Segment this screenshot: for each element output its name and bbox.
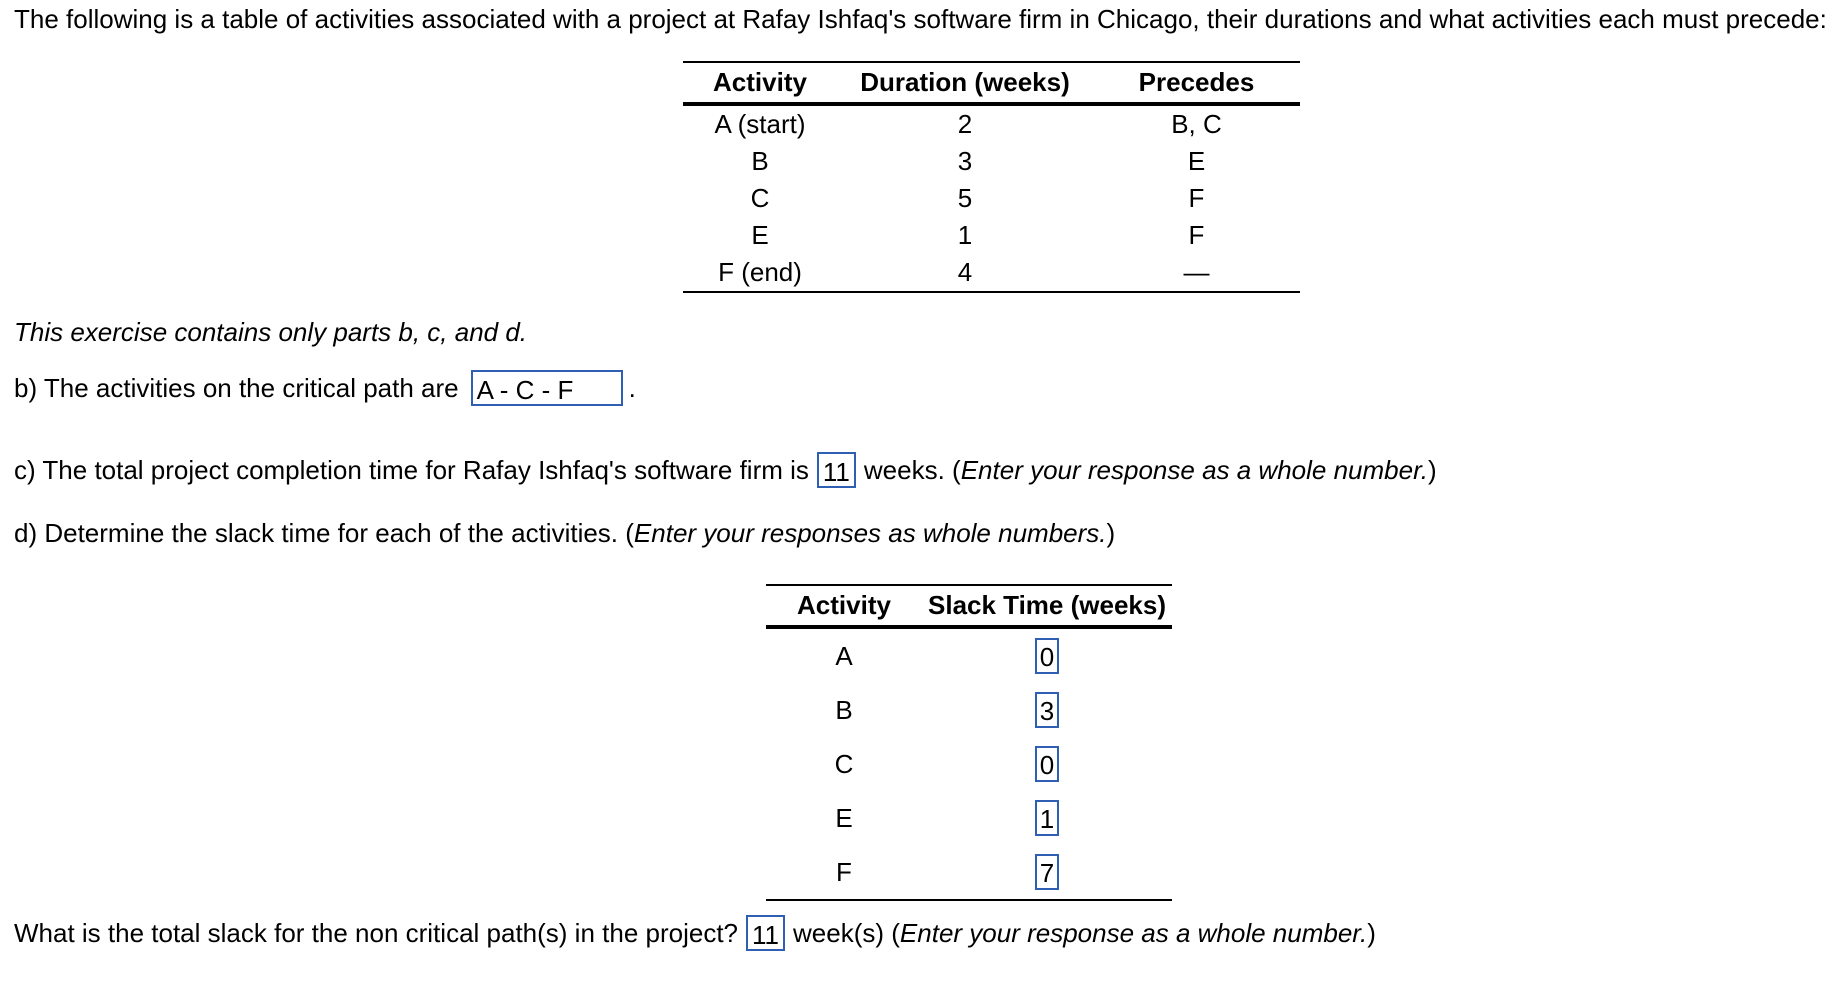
table-row [766, 845, 1172, 899]
exercise-note: This exercise contains only parts b, c, and d. [14, 317, 528, 347]
part-d-question [14, 518, 1115, 549]
activity-cell: B [751, 146, 769, 176]
total-slack-instruction: Enter your response as a whole number. [899, 917, 1368, 948]
slack-cell [922, 746, 1172, 782]
part-c-close: ) [1428, 454, 1437, 485]
slack-answer-field[interactable]: 1 [1035, 800, 1059, 836]
table-row [766, 737, 1172, 791]
activity-cell: F [836, 856, 852, 887]
activity-cell: F (end) [718, 257, 802, 287]
duration-cell: 4 [957, 257, 973, 287]
header-duration: Duration (weeks) [860, 67, 1070, 97]
total-slack-close: ) [1367, 917, 1376, 948]
table-row [683, 106, 1300, 143]
header-precedes: Precedes [1138, 67, 1255, 97]
part-d-instruction: Enter your responses as whole numbers. [633, 518, 1107, 548]
table-row [683, 254, 1300, 291]
completion-time-answer-field[interactable]: 11 [817, 452, 856, 488]
header-activity: Activity [713, 67, 807, 97]
table-row [766, 683, 1172, 737]
table-bottom-rule [766, 899, 1172, 901]
activity-cell: E [835, 802, 853, 833]
part-c-instruction: Enter your response as a whole number. [960, 454, 1429, 485]
duration-cell: 1 [957, 220, 973, 250]
header-slack-time: Slack Time (weeks) [928, 590, 1166, 620]
table-bottom-rule [683, 291, 1300, 293]
duration-cell: 2 [957, 109, 973, 139]
header-activity: Activity [797, 590, 891, 620]
activity-cell: E [751, 220, 769, 250]
precedes-cell: F [1188, 220, 1205, 250]
slack-answer-field[interactable]: 0 [1035, 746, 1059, 782]
slack-table [766, 584, 1172, 901]
part-c-question [14, 452, 1437, 488]
slack-cell [922, 800, 1172, 836]
precedes-cell: — [1183, 257, 1210, 287]
part-c-prompt: c) The total project completion time for Rafay Ishfaq's software firm is [14, 454, 809, 485]
total-slack-question [14, 915, 1376, 951]
table-row [683, 217, 1300, 254]
duration-cell: 3 [957, 146, 973, 176]
slack-cell [922, 692, 1172, 728]
activity-cell: A [835, 640, 853, 671]
table-row [683, 180, 1300, 217]
precedes-cell: B, C [1171, 109, 1222, 139]
activity-cell: B [835, 694, 853, 725]
table-row [683, 143, 1300, 180]
activities-table [683, 61, 1300, 293]
problem-intro: The following is a table of activities associated with a project at Rafay Ishfaq's software firm in Chicago, their durations and what activities each must precede: [14, 4, 1827, 34]
table-header-row [683, 63, 1300, 102]
total-slack-suffix: week(s) ( [793, 917, 900, 948]
precedes-cell: F [1188, 183, 1205, 213]
part-d-prompt: d) Determine the slack time for each of the activities. ( [14, 518, 634, 548]
part-b-question [14, 370, 636, 406]
part-b-prompt: b) The activities on the critical path are [14, 372, 459, 403]
slack-cell [922, 638, 1172, 674]
precedes-cell: E [1187, 146, 1206, 176]
slack-answer-field[interactable]: 3 [1035, 692, 1059, 728]
part-b-period: . [628, 372, 636, 403]
part-c-suffix: weeks. ( [863, 454, 961, 485]
table-header-row [766, 586, 1172, 625]
duration-cell: 5 [957, 183, 973, 213]
total-slack-prompt: What is the total slack for the non critical path(s) in the project? [14, 917, 739, 948]
table-row [766, 791, 1172, 845]
table-row [766, 629, 1172, 683]
activity-cell: A (start) [714, 109, 806, 139]
slack-answer-field[interactable]: 7 [1035, 854, 1059, 890]
activity-cell: C [750, 183, 770, 213]
slack-answer-field[interactable]: 0 [1035, 638, 1059, 674]
part-d-close: ) [1106, 518, 1116, 548]
activity-cell: C [834, 748, 854, 779]
total-slack-answer-field[interactable]: 11 [746, 915, 785, 951]
slack-cell [922, 854, 1172, 890]
critical-path-answer-field[interactable]: A - C - F [471, 370, 623, 406]
